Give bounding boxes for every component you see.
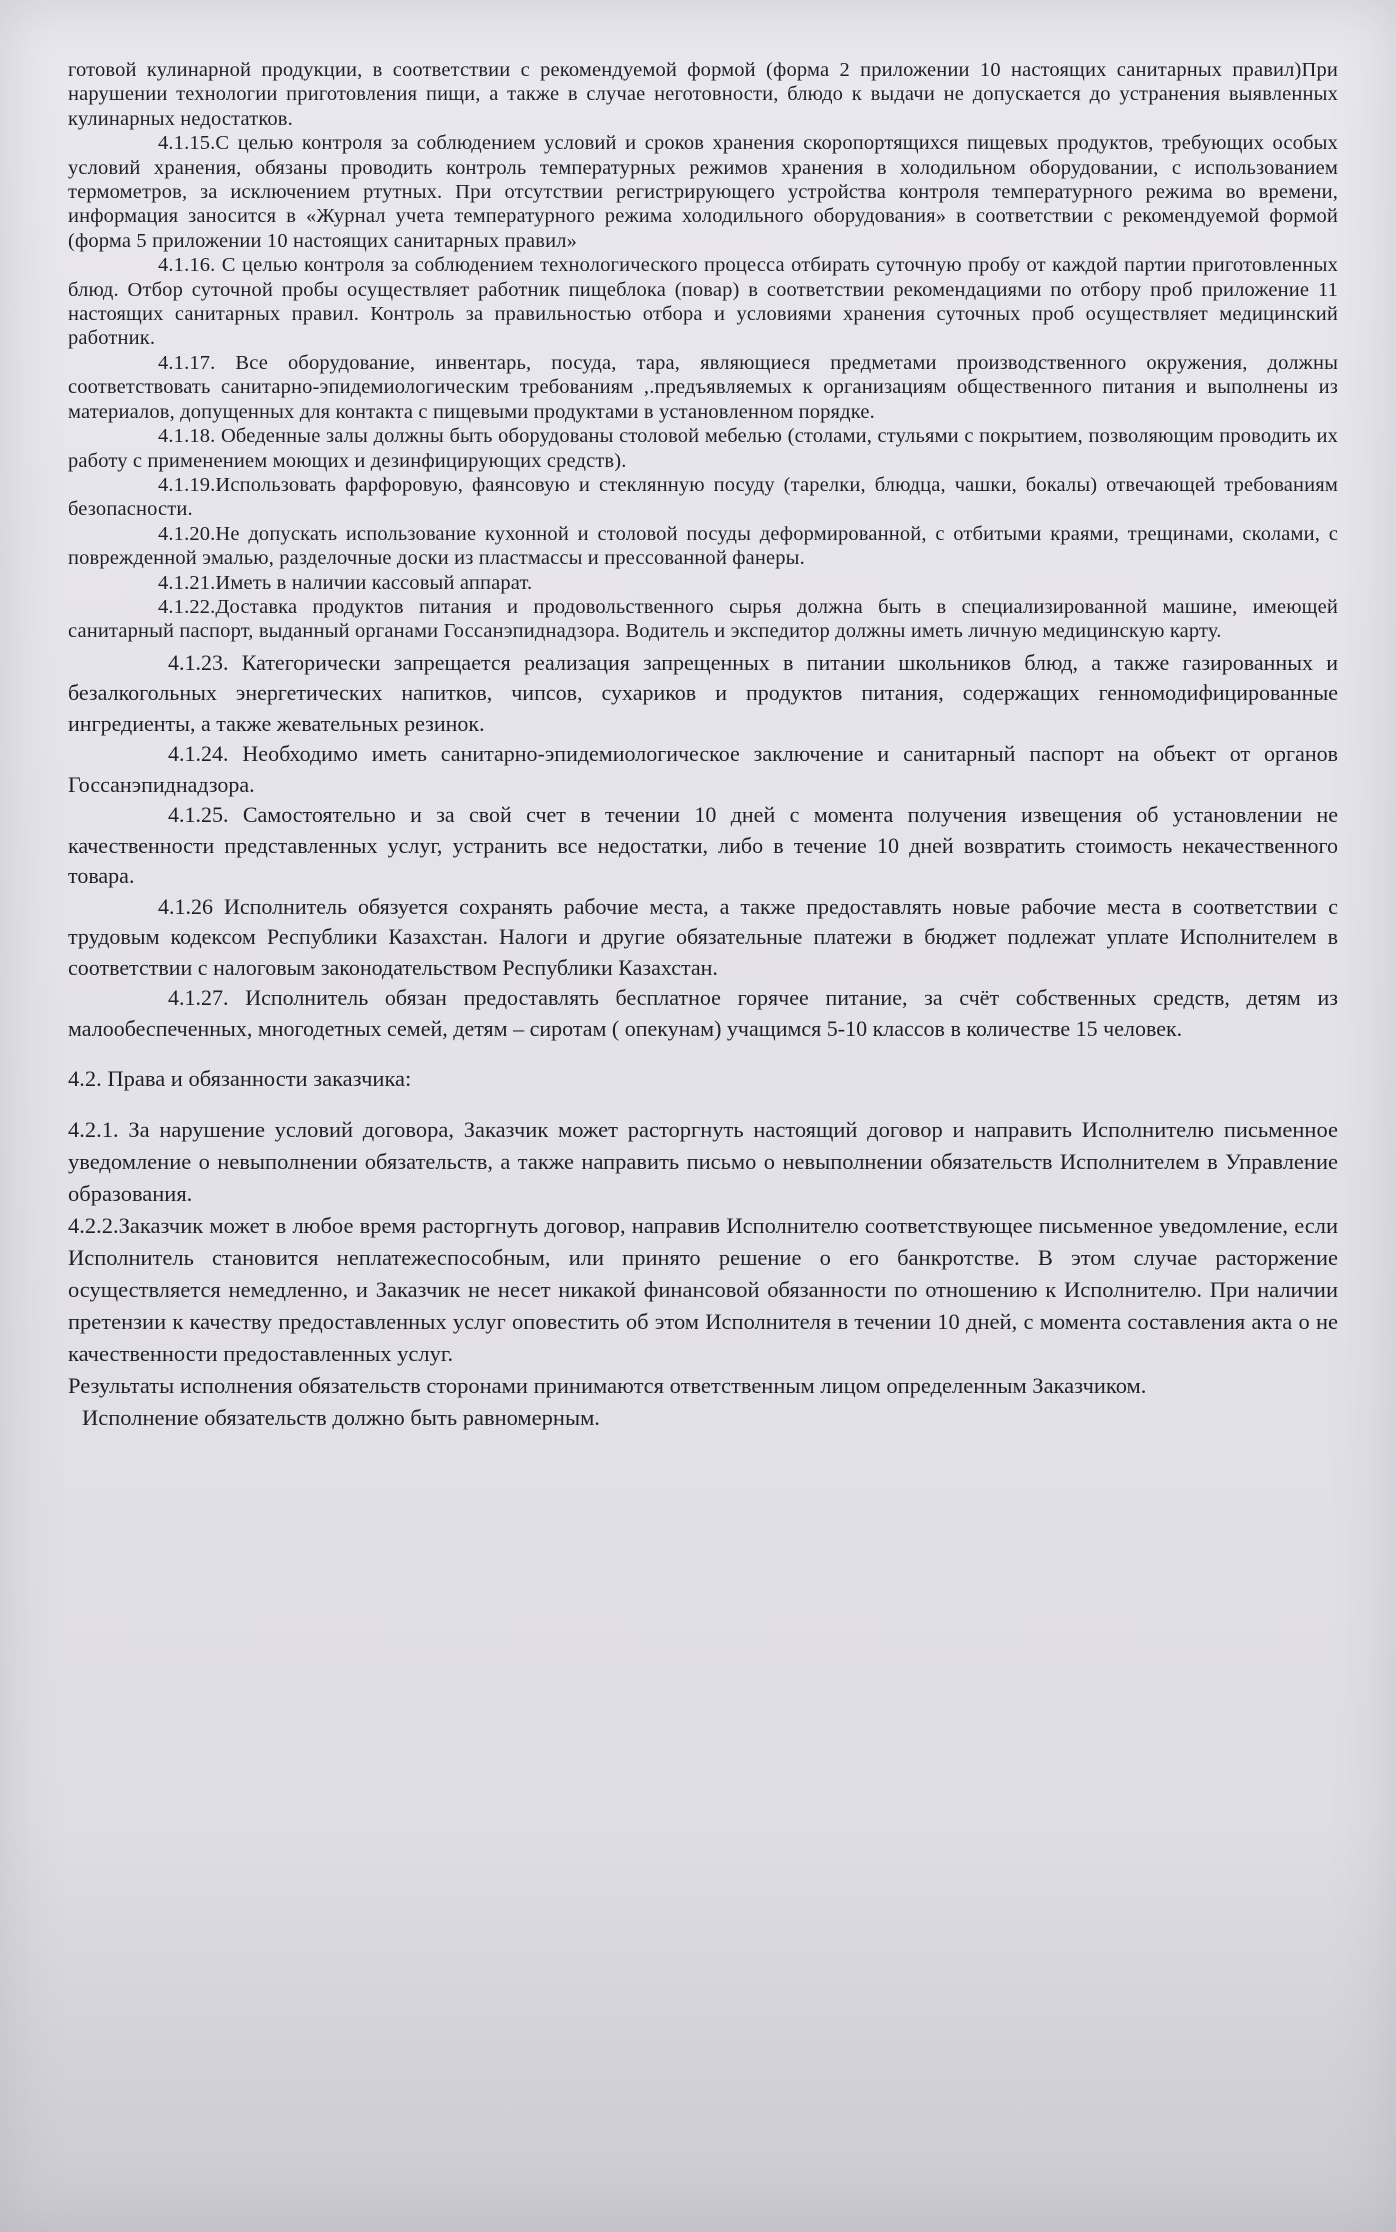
paragraph-4-1-27: 4.1.27. Исполнитель обязан предоставлять бесплатное горячее питание, за счёт собственных средств, детям из малообеспеченных, многодетных семей, детям – сиротам ( опекунам) учащимся 5-10 классов в количестве 15 человек. bbox=[68, 985, 1338, 1041]
paragraph-results: Результаты исполнения обязательств сторонами принимаются ответственным лицом определенным Заказчиком. bbox=[68, 1373, 1147, 1399]
document-body bbox=[68, 58, 1338, 1434]
lower-section bbox=[68, 1114, 1338, 1434]
paragraph-4-1-23: 4.1.23. Категорически запрещается реализация запрещенных в питании школьников блюд, а также газированных и безалкогольных энергетических напитков, чипсов, сухариков и продуктов питания, содержащих генномодифицированные ингредиенты, а также жевательных резинок. bbox=[68, 649, 1338, 736]
paragraph-4-1-16: 4.1.16. С целью контроля за соблюдением технологического процесса отбирать суточную пробу от каждой партии приготовленных блюд. Отбор суточной пробы осуществляет работник пищеблока (повар) в соответствии рекомендациями по отбору проб приложение 11 настоящих санитарных правил. Контроль за правильностью отбора и условиями хранения суточных проб осуществляет медицинский работник. bbox=[68, 254, 1338, 350]
paragraph-uniform: Исполнение обязательств должно быть равномерным. bbox=[82, 1405, 600, 1431]
upper-section bbox=[68, 58, 1338, 644]
paragraph-4-2-2: 4.2.2.Заказчик может в любое время расторгнуть договор, направив Исполнителю соответствующее письменное уведомление, если Исполнитель становится неплатежеспособным, или принято решение о его банкротстве. В этом случае расторжение осуществляется немедленно, и Заказчик не несет никакой финансовой обязанности по отношению к Исполнителю. При наличии претензии к качеству предоставленных услуг оповестить об этом Исполнителя в течении 10 дней, с момента составления акта о не качественности предоставленных услуг. bbox=[68, 1213, 1338, 1367]
paragraph-4-1-18: 4.1.18. Обеденные залы должны быть оборудованы столовой мебелью (столами, стульями с покрытием, позволяющим проводить их работу с применением моющих и дезинфицирующих средств). bbox=[68, 425, 1338, 472]
paragraph-4-1-19: 4.1.19.Использовать фарфоровую, фаянсовую и стеклянную посуду (тарелки, блюдца, чашки, бокалы) отвечающей требованиям безопасности. bbox=[68, 473, 1338, 521]
paragraph-4-1-24: 4.1.24. Необходимо иметь санитарно-эпидемиологическое заключение и санитарный паспорт на объект от органов Госсанэпиднадзора. bbox=[68, 741, 1338, 797]
paragraph-4-1-26: 4.1.26 Исполнитель обязуется сохранять рабочие места, а также предоставлять новые рабочие места в соответствии с трудовым кодексом Республики Казахстан. Налоги и другие обязательные платежи в бюджет подлежат уплате Исполнителем в соответствии с налоговым законодательством Республики Казахстан. bbox=[68, 893, 1338, 980]
paragraph-4-1-25: 4.1.25. Самостоятельно и за свой счет в течении 10 дней с момента получения извещения об установлении не качественности представленных услуг, устранить все недостатки, либо в течение 10 дней возвратить стоимость некачественного товара. bbox=[68, 802, 1338, 889]
page-shadow bbox=[0, 1820, 1396, 2232]
paragraph-4-2-1: 4.2.1. За нарушение условий договора, Заказчик может расторгнуть настоящий договор и направить Исполнителю письменное уведомление о невыполнении обязательств, а также направить письмо о невыполнении обязательств Исполнителем в Управление образования. bbox=[68, 1117, 1338, 1207]
paragraph-4-1-17: 4.1.17. Все оборудование, инвентарь, посуда, тара, являющиеся предметами производственного окружения, должны соответствовать санитарно-эпидемиологическим требованиям ,.предъявляемых к организациям общественного питания и выполнены из материалов, допущенных для контакта с пищевыми продуктами в установленном порядке. bbox=[68, 351, 1338, 423]
section-heading-4-2: 4.2. Права и обязанности заказчика: bbox=[68, 1066, 412, 1092]
middle-section bbox=[68, 648, 1338, 1045]
paragraph-4-1-15: 4.1.15.С целью контроля за соблюдением условий и сроков хранения скоропортящихся пищевых продуктов, требующих особых условий хранения, обязаны проводить контроль температурных режимов хранения в холодильном оборудовании, с использованием термометров, за исключением ртутных. При отсутствии регистрирующего устройства контроля температурного режима во времени, информация заносится в «Журнал учета температурного режима холодильного оборудования» в соответствии с рекомендуемой формой (форма 5 приложении 10 настоящих санитарных правил» bbox=[68, 132, 1338, 252]
paragraph-cont: готовой кулинарной продукции, в соответствии с рекомендуемой формой (форма 2 приложении 10 настоящих санитарных правил)При нарушении технологии приготовления пищи, а также в случае неготовности, блюдо к выдачи не допускается до устранения выявленных кулинарных недостатков. bbox=[68, 59, 1338, 130]
paragraph-4-1-21: 4.1.21.Иметь в наличии кассовый аппарат. bbox=[158, 571, 533, 594]
paragraph-4-1-22: 4.1.22.Доставка продуктов питания и продовольственного сырья должна быть в специализированной машине, имеющей санитарный паспорт, выданный органами Госсанэпиднадзора. Водитель и экспедитор должны иметь личную медицинскую карту. bbox=[68, 595, 1338, 643]
paragraph-4-1-20: 4.1.20.Не допускать использование кухонной и столовой посуды деформированной, с отбитыми краями, трещинами, сколами, с поврежденной эмалью, разделочные доски из пластмассы и прессованной фанеры. bbox=[68, 522, 1338, 570]
